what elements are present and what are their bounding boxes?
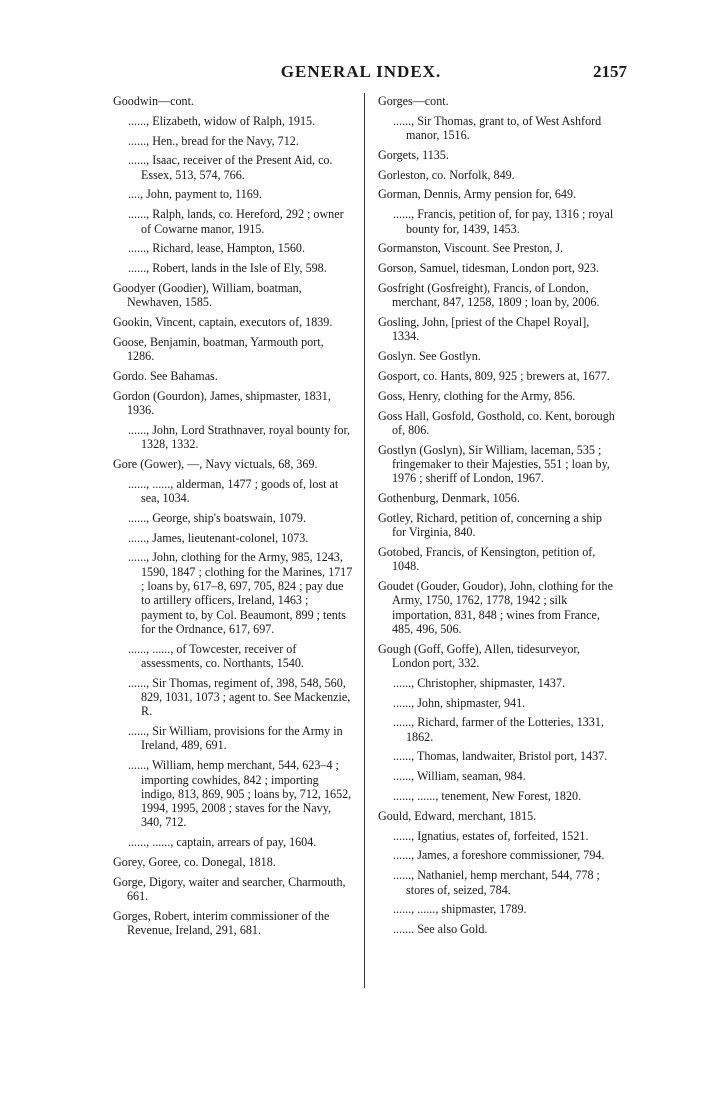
index-subentry: ......, Christopher, shipmaster, 1437. <box>393 675 566 690</box>
index-subentry: ......, William, hemp merchant, 544, 623–4 ; importing cowhides, 842 ; importing indigo, 813, 869, 905 ; loans by, 712, 1652, 1994, 1995, 2008 ; staves for the Navy, 340, 712. <box>128 758 352 830</box>
index-subentry: ......, ......, captain, arrears of pay, 1604. <box>128 835 317 850</box>
column-divider <box>364 93 365 988</box>
index-subentry: ......, John, Lord Strathnaver, royal bounty for, 1328, 1332. <box>128 422 351 452</box>
index-subentry: ......, George, ship's boatswain, 1079. <box>128 510 306 525</box>
index-entry: Goudet (Gouder, Goudor), John, clothing for the Army, 1750, 1762, 1778, 1942 ; silk importation, 831, 848 ; wines from France, 485, 496, 506. <box>378 579 613 636</box>
page-number: 2157 <box>593 62 627 81</box>
index-subentry: ......, ......, alderman, 1477 ; goods of, lost at sea, 1034. <box>128 476 339 506</box>
index-entry: Gordo. See Bahamas. <box>113 368 218 383</box>
index-entry: Gorey, Goree, co. Donegal, 1818. <box>113 855 276 870</box>
index-subentry: ......, Hen., bread for the Navy, 712. <box>128 133 299 148</box>
index-subentry: ......, ......, tenement, New Forest, 1820. <box>393 789 582 804</box>
index-subentry: ......, James, a foreshore commissioner, 794. <box>393 848 605 863</box>
index-entry: Goslyn. See Gostlyn. <box>378 349 481 364</box>
index-entry: Gosfright (Gosfreight), Francis, of London, merchant, 847, 1258, 1809 ; loan by, 2006. <box>378 280 600 310</box>
index-entry: Gormanston, Viscount. See Preston, J. <box>378 241 564 256</box>
index-entry: Gorson, Samuel, tidesman, London port, 923. <box>378 261 600 276</box>
index-subentry: ......, John, shipmaster, 941. <box>393 695 526 710</box>
index-subentry: ......, ......, of Towcester, receiver of assessments, co. Northants, 1540. <box>128 641 304 670</box>
index-subentry: ......, Sir Thomas, regiment of, 398, 548, 560, 829, 1031, 1073 ; agent to. See Mackenzie, R. <box>128 675 351 719</box>
index-entry: Gough (Goff, Goffe), Allen, tidesurveyor, London port, 332. <box>378 641 580 670</box>
index-entry: Gothenburg, Denmark, 1056. <box>378 491 520 506</box>
index-subentry: ......, James, lieutenant-colonel, 1073. <box>128 530 309 545</box>
index-entry: Gosling, John, [priest of the Chapel Royal], 1334. <box>378 315 590 344</box>
index-subentry: ......, John, clothing for the Army, 985, 1243, 1590, 1847 ; clothing for the Marines, 1717 ; loans by, 617–8, 697, 705, 824 ; pay due to artillery officers, Ireland, 1463 ; payment to, by Col. Beaumont, 899 ; tents for the Ordnance, 617, 697. <box>128 550 353 636</box>
index-entry: Gosport, co. Hants, 809, 925 ; brewers at, 1677. <box>378 368 610 383</box>
index-subentry: ......, Ralph, lands, co. Hereford, 292 ; owner of Cowarne manor, 1915. <box>128 207 344 236</box>
page-title: GENERAL INDEX. <box>280 62 442 81</box>
page-header <box>0 60 722 86</box>
index-entry: Gorgets, 1135. <box>378 147 449 162</box>
index-subentry: ...., John, payment to, 1169. <box>128 187 262 202</box>
index-entry: Gookin, Vincent, captain, executors of, 1839. <box>113 315 333 330</box>
index-entry: Goss Hall, Gosfold, Gosthold, co. Kent, borough of, 806. <box>378 408 615 437</box>
index-subentry: ......, Francis, petition of, for pay, 1316 ; royal bounty for, 1439, 1453. <box>393 207 614 236</box>
index-subentry: ......, Elizabeth, widow of Ralph, 1915. <box>128 113 316 128</box>
index-subentry: ......, Robert, lands in the Isle of Ely, 598. <box>128 261 327 276</box>
index-column-right <box>378 94 618 942</box>
index-entry: Gorman, Dennis, Army pension for, 649. <box>378 187 577 202</box>
index-subentry: ......, William, seaman, 984. <box>393 769 526 784</box>
index-entry: Gorge, Digory, waiter and searcher, Charmouth, 661. <box>113 874 346 904</box>
index-entry: Gorleston, co. Norfolk, 849. <box>378 167 515 182</box>
index-subentry: ......, Richard, farmer of the Lotteries, 1331, 1862. <box>393 715 604 744</box>
index-entry: Gordon (Gourdon), James, shipmaster, 1831, 1936. <box>113 388 331 418</box>
index-entry: Goodwin—cont. <box>113 94 194 108</box>
index-subentry: ......, ......, shipmaster, 1789. <box>393 902 527 917</box>
index-entry: Gotobed, Francis, of Kensington, petition of, 1048. <box>378 544 596 574</box>
index-entry: Goodyer (Goodier), William, boatman, Newhaven, 1585. <box>113 280 302 310</box>
index-entry: Goose, Benjamin, boatman, Yarmouth port, 1286. <box>113 334 324 364</box>
index-entry: Gorges—cont. <box>378 94 449 108</box>
index-column-left <box>113 94 353 943</box>
index-subentry: ......, Sir William, provisions for the Army in Ireland, 489, 691. <box>128 724 343 753</box>
index-entry: Gostlyn (Goslyn), Sir William, laceman, 535 ; fringemaker to their Majesties, 551 ; loan by, 1976 ; sheriff of London, 1967. <box>378 442 610 486</box>
index-subentry: ......, Isaac, receiver of the Present Aid, co. Essex, 513, 574, 766. <box>128 153 333 182</box>
index-subentry: ......, Richard, lease, Hampton, 1560. <box>128 241 306 256</box>
index-subentry: ......, Ignatius, estates of, forfeited, 1521. <box>393 828 589 843</box>
index-entry: Goss, Henry, clothing for the Army, 856. <box>378 388 576 403</box>
index-subentry: ......, Nathaniel, hemp merchant, 544, 778 ; stores of, seized, 784. <box>393 868 600 897</box>
index-entry: Gotley, Richard, petition of, concerning a ship for Virginia, 840. <box>378 510 602 540</box>
index-subentry: ......, Sir Thomas, grant to, of West Ashford manor, 1516. <box>393 113 602 143</box>
index-subentry: ....... See also Gold. <box>393 922 488 937</box>
index-subentry: ......, Thomas, landwaiter, Bristol port, 1437. <box>393 749 608 764</box>
index-entry: Gorges, Robert, interim commissioner of the Revenue, Ireland, 291, 681. <box>113 908 330 938</box>
index-entry: Gould, Edward, merchant, 1815. <box>378 808 537 823</box>
index-entry: Gore (Gower), —, Navy victuals, 68, 369. <box>113 456 318 471</box>
